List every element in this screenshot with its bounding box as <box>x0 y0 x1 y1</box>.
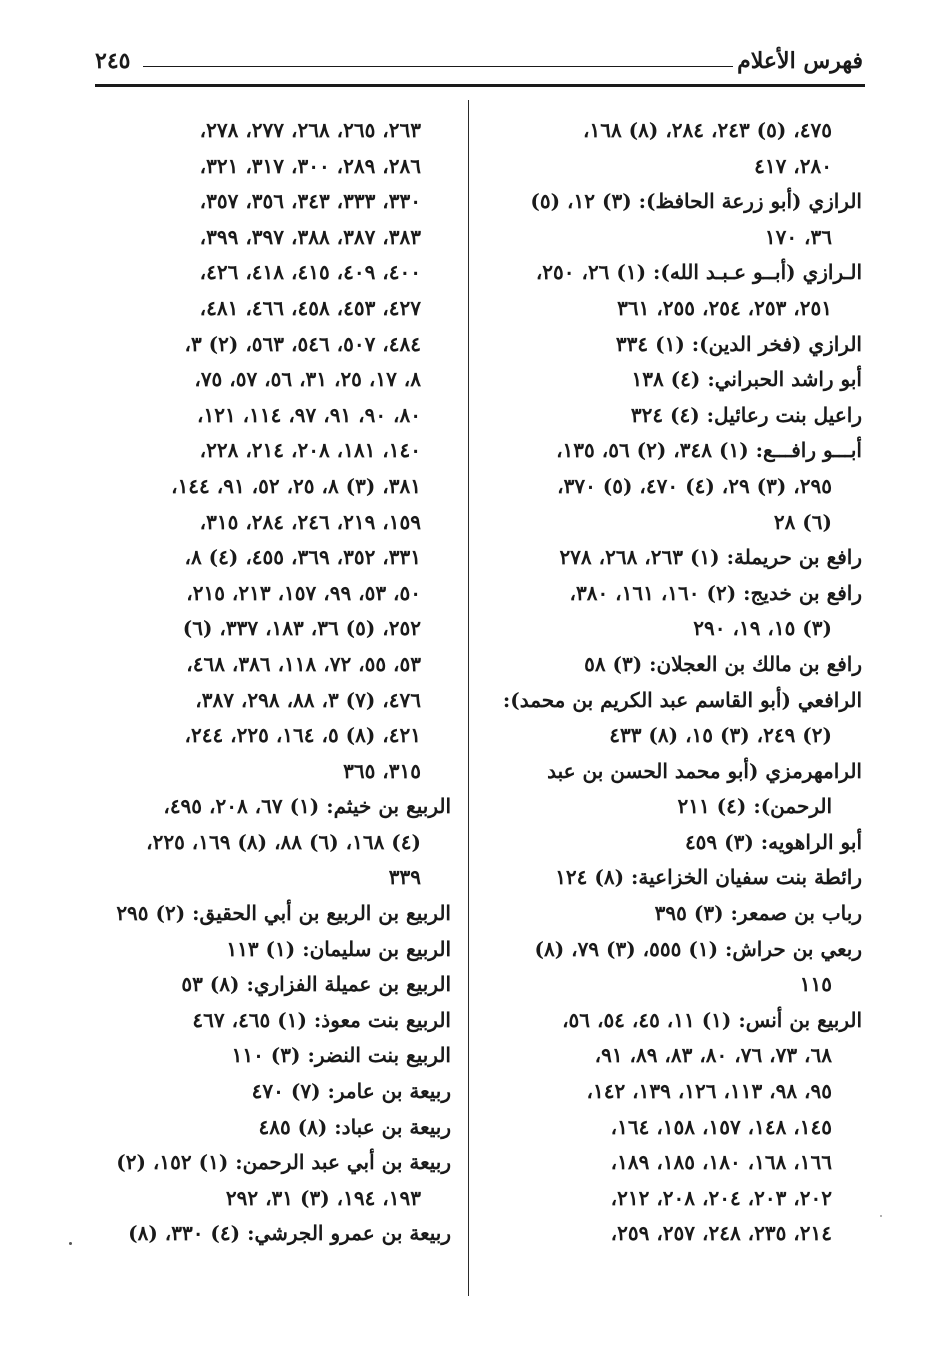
index-line: (٤) ١٦٨، (٦) ٨٨، (٨) ١٦٩، ٢٢٥، <box>146 829 421 854</box>
index-line: أبـــو رافـــع: (١) ٣٤٨، (٢) ٥٦، ١٣٥، <box>556 438 862 463</box>
index-line: الربيع بنت النضر: (٣) ١١٠ <box>231 1043 451 1068</box>
print-speck <box>69 1242 72 1245</box>
index-line: ٦٨، ٧٣، ٧٦، ٨٠، ٨٣، ٨٩، ٩١، <box>594 1043 832 1068</box>
index-line: ربيعة بن عمرو الجرشي: (٤) ٣٣٠، (٨) <box>128 1221 451 1246</box>
index-line: ٢٥٢، (٥) ٣٦، ١٨٣، ٣٣٧، (٦) <box>182 616 421 641</box>
index-line: ٤٧٦، (٧) ٣، ٨٨، ٢٩٨، ٣٨٧، <box>195 687 421 712</box>
index-line: الربيع بنت معوذ: (١) ٤٦٥، ٤٦٧ <box>192 1007 451 1032</box>
index-line: رافع بن خديج: (٢) ١٦٠، ١٦١، ٣٨٠، <box>569 580 862 605</box>
page-number: ٢٤٥ <box>95 48 131 74</box>
index-line: ١١٥ <box>799 972 832 997</box>
index-line: الرافعي (أبو القاسم عبد الكريم بن محمد): <box>502 687 862 712</box>
column-divider <box>468 100 469 1296</box>
index-line: ٨، ١٧، ٢٥، ٣١، ٥٦، ٥٧، ٧٥، <box>194 367 421 392</box>
index-line: ٢٨٦، ٢٨٩، ٣٠٠، ٣١٧، ٣٢١، <box>199 153 421 178</box>
index-line: الرازي (فخر الدين): (١) ٣٣٤ <box>615 331 862 356</box>
header-divider <box>95 84 865 87</box>
index-line: ١٤٥، ١٤٨، ١٥٧، ١٥٨، ١٦٤، <box>610 1114 832 1139</box>
index-line: (٦) ٢٨ <box>773 509 832 534</box>
index-line: ١٤٠، ١٨١، ٢٠٨، ٢١٤، ٢٢٨، <box>199 438 421 463</box>
index-line: الرازي (أبو زرعة الحافظ): (٣) ١٢، (٥) <box>530 189 862 214</box>
index-line: الربيع بن أنس: (١) ١١، ٤٥، ٥٤، ٥٦، <box>562 1007 862 1032</box>
index-line: ٣٦، ١٧٠ <box>764 224 832 249</box>
index-line: ربيعة بن عباد: (٨) ٤٨٥ <box>258 1114 451 1139</box>
index-line: رافع بن حريملة: (١) ٢٦٣، ٢٦٨، ٢٧٨ <box>559 545 862 570</box>
index-line: أبو الراهويه: (٣) ٤٥٩ <box>684 829 862 854</box>
index-line: الرامهرمزي (أبو محمد الحسن بن عبد <box>547 758 862 783</box>
index-line: ٥٣، ٥٥، ٧٢، ١١٨، ٣٨٦، ٤٦٨، <box>186 651 421 676</box>
index-line: ٣١٥، ٣٦٥ <box>343 758 421 783</box>
index-line: ١٩٣، ١٩٤، (٣) ٣١، ٢٩٢ <box>225 1185 421 1210</box>
print-speck <box>880 1215 882 1217</box>
index-line: ٥٠، ٥٣، ٩٩، ١٥٧، ٢١٣، ٢١٥، <box>186 580 421 605</box>
index-line: ربيعة بن عامر: (٧) ٤٧٠ <box>251 1079 451 1104</box>
index-line: ٢٥١، ٢٥٣، ٢٥٤، ٢٥٥، ٣٦١ <box>617 295 832 320</box>
index-line: الربيع بن سليمان: (١) ١١٣ <box>226 936 451 961</box>
index-line: ٢٦٣، ٢٦٥، ٢٦٨، ٢٧٧، ٢٧٨، <box>199 118 421 142</box>
index-line: ١٦٦، ١٦٨، ١٨٠، ١٨٥، ١٨٩، <box>610 1150 832 1175</box>
header-rule <box>143 66 733 67</box>
index-line: ٨٠، ٩٠، ٩١، ٩٧، ١١٤، ١٢١، <box>197 402 421 427</box>
index-line: ٢١٤، ٢٣٥، ٢٤٨، ٢٥٧، ٢٥٩، <box>610 1221 832 1246</box>
right-column <box>497 113 862 1252</box>
index-line: الربيع بن خيثم: (١) ٦٧، ٢٠٨، ٤٩٥، <box>163 794 451 819</box>
index-line: الـرازي (أبــو عـبـد الله): (١) ٢٦، ٢٥٠، <box>535 260 862 285</box>
index-line: ٢٠٢، ٢٠٣، ٢٠٤، ٢٠٨، ٢١٢، <box>610 1185 832 1210</box>
index-line: رافع بن مالك بن العجلان: (٣) ٥٨ <box>584 651 862 676</box>
index-line: راعيل بنت رعائيل: (٤) ٣٢٤ <box>630 402 862 427</box>
index-line: الرحمن): (٤) ٢١١ <box>677 794 832 819</box>
index-line: ٣٨١، (٣) ٨، ٢٥، ٥٢، ٩١، ١٤٤، <box>171 473 421 498</box>
index-line: ٣٨٣، ٣٨٧، ٣٨٨، ٣٩٧، ٣٩٩، <box>199 224 421 249</box>
index-line: ٣٣١، ٣٥٢، ٣٦٩، ٤٥٥، (٤) ٨، <box>184 545 421 570</box>
index-line: (٢) ٢٤٩، (٣) ١٥، (٨) ٤٣٣ <box>609 723 832 748</box>
index-line: رباب بن صمعر: (٣) ٣٩٥ <box>654 901 862 926</box>
index-line: ٤٢١، (٨) ٥، ١٦٤، ٢٢٥، ٢٤٤، <box>184 723 421 748</box>
index-line: الربيع بن الربيع بن أبي الحقيق: (٢) ٢٩٥ <box>116 901 451 926</box>
index-line: ٣٣٩ <box>388 865 421 890</box>
index-line: أبو راشد الحبراني: (٤) ١٣٨ <box>631 367 862 392</box>
index-line: ربيعة بن أبي عبد الرحمن: (١) ١٥٢، (٢) <box>116 1150 451 1175</box>
index-line: ٢٩٥، (٣) ٢٩، (٤) ٤٧٠، (٥) ٣٧٠، <box>557 473 832 498</box>
index-line: ٤٠٠، ٤٠٩، ٤١٥، ٤١٨، ٤٢٦، <box>199 260 421 285</box>
index-line: ٤٧٥، (٥) ٢٤٣، ٢٨٤، (٨) ١٦٨، <box>583 118 832 142</box>
index-line: ٤٨٤، ٥٠٧، ٥٤٦، ٥٦٣، (٢) ٣، <box>184 331 421 356</box>
left-column <box>93 113 451 1252</box>
index-line: ٤٢٧، ٤٥٣، ٤٥٨، ٤٦٦، ٤٨١، <box>199 295 421 320</box>
index-line: ١٥٩، ٢١٩، ٢٤٦، ٢٨٤، ٣١٥، <box>199 509 421 534</box>
index-line: (٣) ١٥، ١٩، ٢٩٠ <box>693 616 832 641</box>
index-line: الربيع بن عميلة الفزاري: (٨) ٥٣ <box>181 972 451 997</box>
index-line: ربعي بن حراش: (١) ٥٥٥، (٣) ٧٩، (٨) <box>534 936 862 961</box>
index-line: ٣٣٠، ٣٣٣، ٣٤٣، ٣٥٦، ٣٥٧، <box>199 189 421 214</box>
index-line: رائطة بنت سفيان الخزاعية: (٨) ١٢٤ <box>555 865 862 890</box>
page-header <box>95 40 863 80</box>
running-title: فهرس الأعلام <box>737 48 863 74</box>
index-line: ٢٨٠، ٤١٧ <box>754 153 832 178</box>
index-line: ٩٥، ٩٨، ١١٣، ١٢٦، ١٣٩، ١٤٢، <box>586 1079 832 1104</box>
